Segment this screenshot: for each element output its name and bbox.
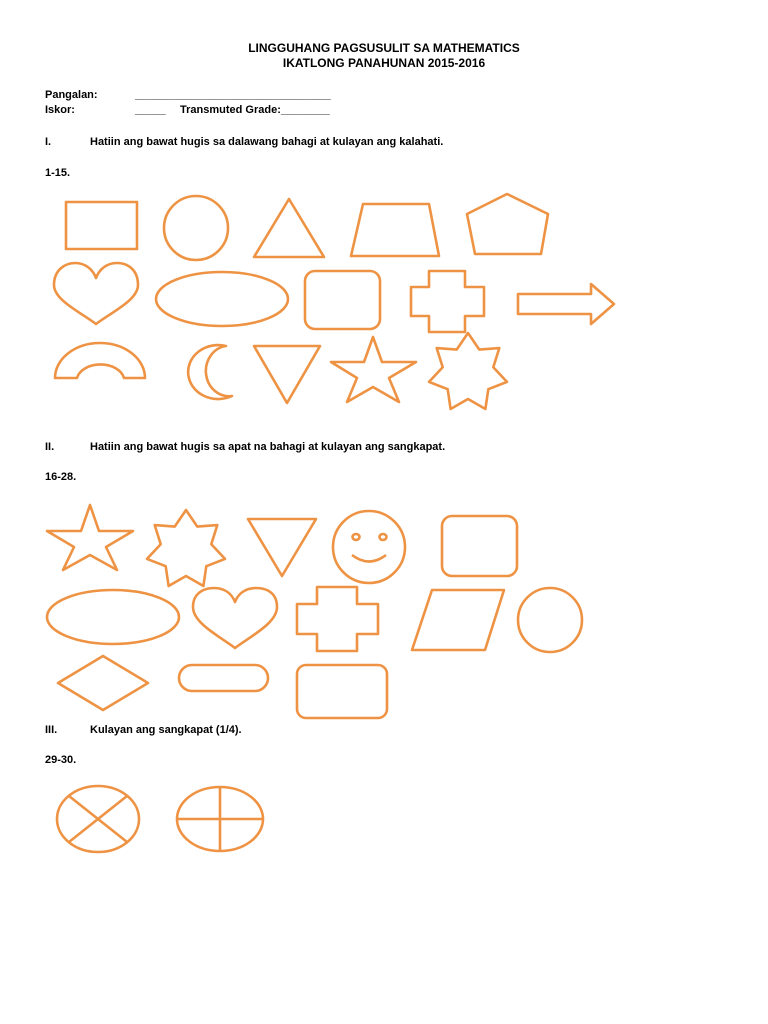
circle-shape[interactable] [518,588,582,652]
inverted-triangle-shape[interactable] [254,346,320,403]
left-eye [353,534,360,540]
name-label: Pangalan: [45,89,98,101]
heart-shape[interactable] [193,588,277,648]
heart-shape[interactable] [54,263,138,324]
section-1-item-range: 1-15. [45,167,71,179]
crescent-moon-shape[interactable] [188,345,232,399]
rectangle-shape[interactable] [66,202,137,249]
triangle-shape[interactable] [254,199,324,257]
name-blank-line[interactable]: ________________________________ [135,89,331,101]
parallelogram-shape[interactable] [412,590,504,650]
circle-shape[interactable] [164,196,228,260]
five-point-star-shape[interactable] [331,337,416,402]
rounded-square-shape[interactable] [305,271,380,329]
diamond-shape[interactable] [58,656,148,710]
trapezoid-shape[interactable] [351,204,439,256]
oval-shape[interactable] [156,272,288,326]
pentagon-shape[interactable] [467,194,548,254]
arrow-shape[interactable] [518,284,614,324]
section-number: I. [45,136,52,148]
worksheet-title: LINGGUHANG PAGSUSULIT SA MATHEMATICS [248,41,520,55]
score-blank-line[interactable]: _____ [135,104,166,116]
section-number: II. [45,441,55,453]
section-instruction: Kulayan ang sangkapat (1/4). [90,724,242,736]
worksheet-subtitle: IKATLONG PANAHUNAN 2015-2016 [282,56,486,70]
seven-point-star-shape[interactable] [147,510,225,586]
cross-shape[interactable] [411,271,484,332]
section-number: III. [45,724,58,736]
five-point-star-shape[interactable] [47,505,133,570]
score-label: Iskor: [45,104,75,116]
cross-shape[interactable] [297,587,378,651]
oval-shape[interactable] [47,590,179,644]
section-instruction: Hatiin ang bawat hugis sa dalawang bahagi at kulayan ang kalahati. [90,136,444,148]
transmuted-grade-label: Transmuted Grade:________ [180,104,330,116]
circle-divided-x-shape[interactable] [57,786,139,852]
half-ring-shape[interactable] [55,343,145,378]
section-3-item-range: 29-30. [45,754,77,766]
right-eye [380,534,387,540]
face-outline [333,511,405,583]
section-instruction: Hatiin ang bawat hugis sa apat na bahagi at kulayan ang sangkapat. [90,441,446,453]
rounded-rectangle-shape[interactable] [297,665,387,718]
smiley-face-shape[interactable] [333,511,405,583]
rounded-square-shape[interactable] [442,516,517,576]
pill-shape[interactable] [179,665,268,691]
seven-point-star-shape[interactable] [429,333,507,409]
inverted-triangle-shape[interactable] [248,519,316,576]
section-2-item-range: 16-28. [45,471,77,483]
smile-mouth [352,555,386,562]
circle-divided-plus-shape[interactable] [177,787,263,851]
